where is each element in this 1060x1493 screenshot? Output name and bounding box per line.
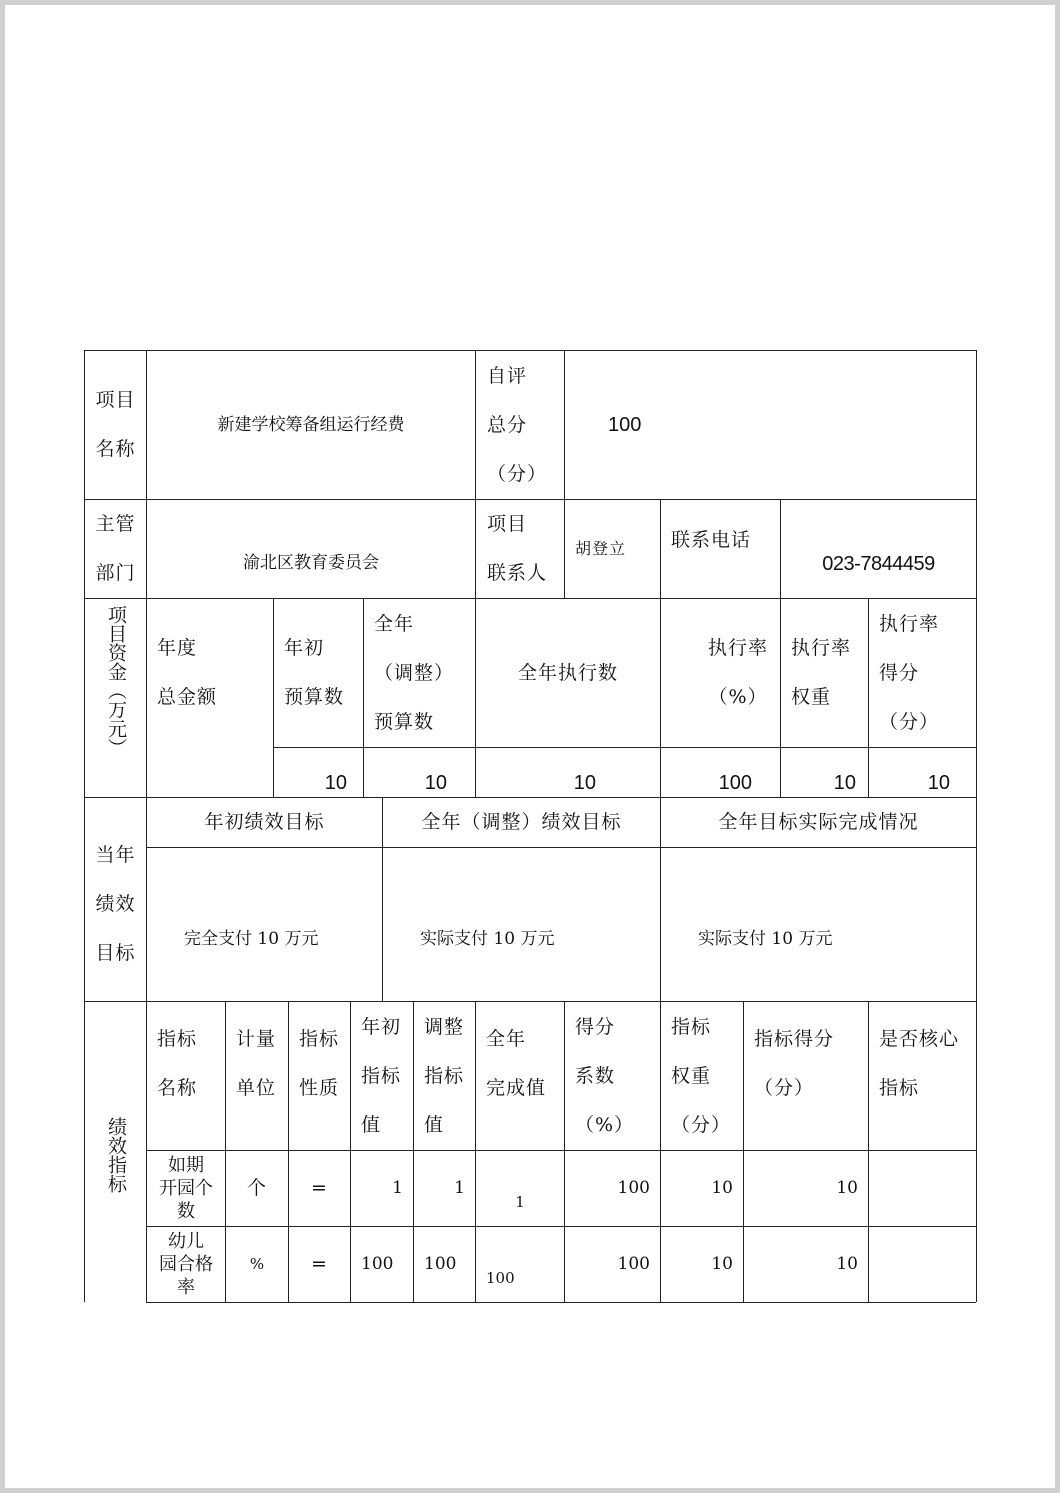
ind-row-weight: 10 — [711, 1254, 733, 1275]
funds-score-label: 执行率 得分 （分） — [879, 612, 940, 733]
funds-initial-value: 10 — [324, 772, 347, 794]
ind-header-coef: 得分 系数 （%） — [575, 1015, 635, 1136]
ind-row-nature: = — [311, 1177, 328, 1200]
funds-executed-label: 全年执行数 — [517, 661, 618, 684]
dept-value: 渝北区教育委员会 — [243, 552, 379, 573]
ind-header-nature: 指标 性质 — [299, 1028, 340, 1099]
ind-row-weight: 10 — [711, 1178, 733, 1199]
goals-adjusted-value: 实际支付 10 万元 — [420, 929, 555, 950]
self-eval-score: 100 — [608, 414, 642, 436]
self-eval-label: 自评 总分 （分） — [487, 364, 548, 485]
funds-executed-value: 10 — [573, 772, 596, 794]
ind-row-score: 10 — [836, 1254, 858, 1275]
ind-row-name: 幼儿 园合格 率 — [159, 1231, 213, 1298]
dept-label: 主管 部门 — [95, 513, 136, 584]
funds-rate-label: 执行率 （%） — [707, 637, 768, 708]
funds-initial-label: 年初 预算数 — [284, 637, 345, 708]
ind-header-core: 是否核心 指标 — [879, 1028, 960, 1099]
goals-actual-value: 实际支付 10 万元 — [698, 929, 833, 950]
indicators-section-label: 绩效指标 — [105, 1117, 127, 1193]
ind-row-actual: 100 — [486, 1268, 515, 1287]
funds-weight-value: 10 — [833, 772, 856, 794]
ind-row-initial: 1 — [392, 1178, 403, 1199]
goals-actual-header: 全年目标实际完成情况 — [718, 811, 919, 834]
ind-row-score: 10 — [836, 1178, 858, 1199]
funds-total-label: 年度 总金额 — [157, 637, 218, 708]
funds-adjusted-value: 10 — [424, 772, 447, 794]
ind-row-nature: = — [311, 1253, 328, 1276]
funds-section-label: 项目资金（万元） — [105, 605, 127, 757]
ind-row-coef: 100 — [617, 1178, 650, 1199]
ind-header-name: 指标 名称 — [157, 1028, 198, 1099]
project-name-label: 项目 名称 — [95, 389, 136, 460]
ind-row-adjusted: 100 — [424, 1254, 457, 1275]
ind-row-initial: 100 — [361, 1254, 394, 1275]
funds-score-value: 10 — [927, 772, 950, 794]
ind-header-unit: 计量 单位 — [236, 1028, 277, 1099]
goals-adjusted-header: 全年（调整）绩效目标 — [421, 811, 622, 834]
project-name-value: 新建学校筹备组运行经费 — [217, 414, 405, 435]
ind-row-core — [869, 1227, 976, 1302]
ind-row-actual: 1 — [515, 1192, 525, 1211]
contact-label: 项目 联系人 — [487, 513, 548, 584]
ind-row-unit: 个 — [246, 1177, 267, 1200]
ind-header-actual: 全年 完成值 — [486, 1028, 547, 1099]
phone-value: 023-7844459 — [822, 553, 935, 575]
goals-initial-value: 完全支付 10 万元 — [184, 929, 319, 950]
ind-row-core — [869, 1151, 976, 1226]
ind-header-initial: 年初 指标 值 — [361, 1015, 402, 1136]
goals-initial-header: 年初绩效目标 — [204, 811, 325, 834]
funds-rate-value: 100 — [718, 772, 752, 794]
ind-header-adjusted: 调整 指标 值 — [424, 1015, 465, 1136]
ind-header-weight: 指标 权重 （分） — [671, 1015, 732, 1136]
goals-section-label: 当年 绩效 目标 — [95, 844, 136, 964]
funds-adjusted-label: 全年 （调整） 预算数 — [374, 612, 455, 733]
ind-row-unit: % — [249, 1254, 265, 1273]
ind-row-adjusted: 1 — [454, 1178, 465, 1199]
ind-row-name: 如期 开园个 数 — [159, 1155, 213, 1222]
funds-weight-label: 执行率 权重 — [791, 637, 852, 708]
contact-value: 胡登立 — [575, 538, 627, 558]
document-page — [5, 5, 1055, 1488]
phone-label: 联系电话 — [671, 528, 752, 551]
ind-header-score: 指标得分 （分） — [754, 1028, 835, 1099]
ind-row-coef: 100 — [617, 1254, 650, 1275]
